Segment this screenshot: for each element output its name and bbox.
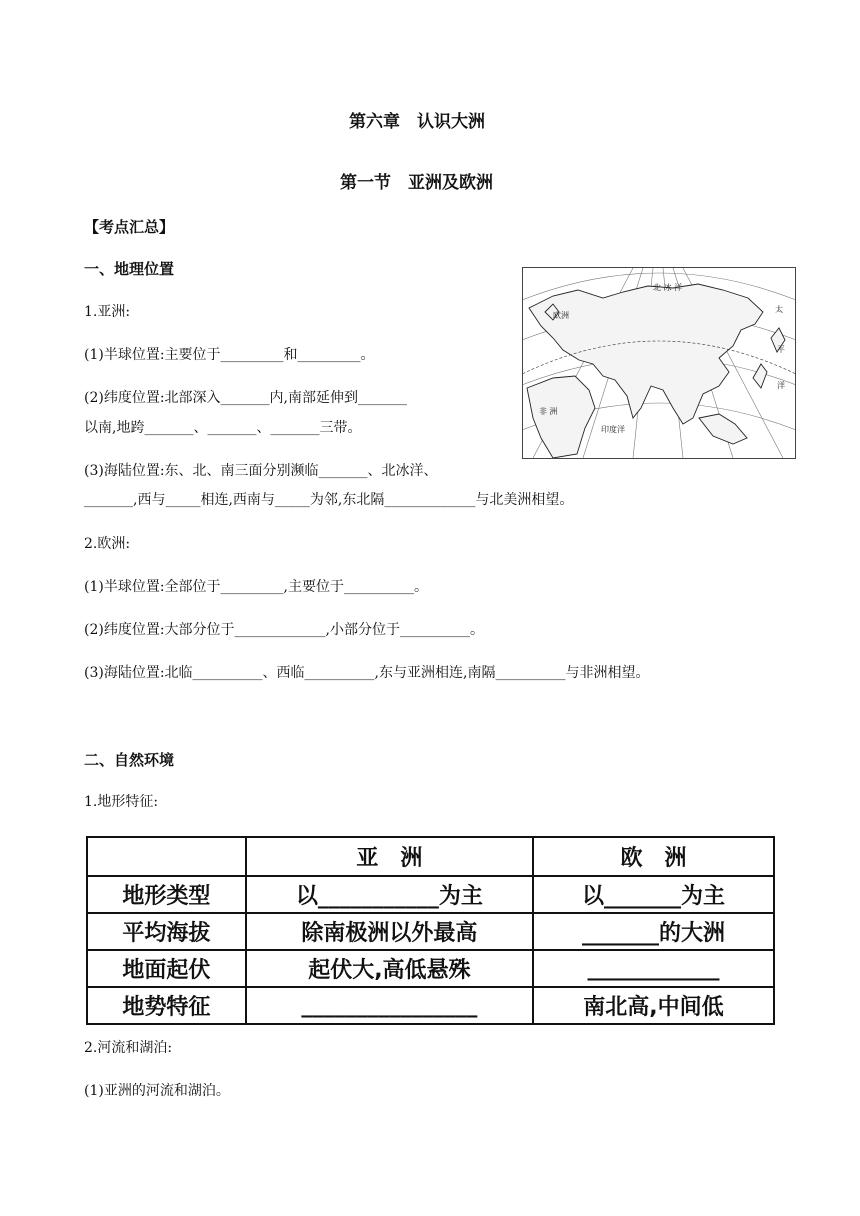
table-cell: 平均海拔	[87, 913, 246, 950]
europe-latitude-line: (2)纬度位置:大部分位于_____________,小部分位于__________。	[84, 622, 484, 638]
asia-latitude-line-2: 以南,地跨_______、_______、_______三带。	[84, 420, 362, 436]
chapter-title: 第六章 认识大洲	[349, 112, 485, 132]
terrain-label: 1.地形特征:	[84, 794, 159, 810]
table-cell: 南北高,中间低	[533, 987, 774, 1024]
asia-sea-land-line-1: (3)海陆位置:东、北、南三面分别濒临_______、北冰洋、	[84, 463, 438, 479]
table-cell: ____________	[533, 950, 774, 987]
europe-label: 2.欧洲:	[84, 536, 131, 552]
table-cell: 地形类型	[87, 876, 246, 913]
europe-sea-land-line: (3)海陆位置:北临__________、西临__________,东与亚洲相连,南隔__________与非洲相望。	[84, 665, 650, 681]
table-cell: _______的大洲	[533, 913, 774, 950]
asia-sea-land-line-2: _______,西与_____相连,西南与_____为邻,东北隔_____________与北美洲相望。	[84, 492, 574, 508]
europe-hemisphere-line: (1)半球位置:全部位于_________,主要位于__________。	[84, 579, 428, 595]
asia-latitude-line-1: (2)纬度位置:北部深入_______内,南部延伸到_______	[84, 390, 407, 406]
table-header-cell	[87, 837, 246, 876]
table-cell: 地面起伏	[87, 950, 246, 987]
table-cell: 起伏大,高低悬殊	[246, 950, 533, 987]
table-header-row	[87, 837, 774, 876]
map-label-europe: 欧洲	[553, 311, 569, 320]
table-cell: 地势特征	[87, 987, 246, 1024]
map-label-indian-ocean: 印度洋	[601, 425, 625, 434]
table-cell: 除南极洲以外最高	[246, 913, 533, 950]
rivers-label: 2.河流和湖泊:	[84, 1040, 173, 1056]
asia-hemisphere-line: (1)半球位置:主要位于_________和_________。	[84, 347, 375, 363]
map-label-arctic-ocean: 北 冰 洋	[653, 283, 683, 292]
part1-heading: 一、地理位置	[84, 260, 175, 278]
asia-europe-map	[522, 267, 796, 459]
section-title: 第一节 亚洲及欧洲	[340, 173, 493, 193]
table-row	[87, 913, 774, 950]
table-cell: 以___________为主	[246, 876, 533, 913]
map-label-africa: 非 洲	[539, 407, 558, 416]
table-header-cell: 亚 洲	[246, 837, 533, 876]
table-row	[87, 950, 774, 987]
table-row	[87, 876, 774, 913]
table-header-cell: 欧 洲	[533, 837, 774, 876]
summary-tag: 【考点汇总】	[84, 218, 175, 236]
map-label-pacific-1: 太	[775, 305, 783, 314]
map-label-pacific-2: 平	[777, 345, 785, 354]
rivers-subheading: (1)亚洲的河流和湖泊。	[84, 1083, 230, 1099]
asia-label: 1.亚洲:	[84, 304, 131, 320]
table-cell: 以_______为主	[533, 876, 774, 913]
map-label-pacific-3: 洋	[777, 381, 785, 390]
terrain-table	[86, 836, 775, 1025]
map-drawing	[523, 268, 795, 458]
part2-heading: 二、自然环境	[84, 751, 175, 769]
table-cell: ________________	[246, 987, 533, 1024]
table-row	[87, 987, 774, 1024]
